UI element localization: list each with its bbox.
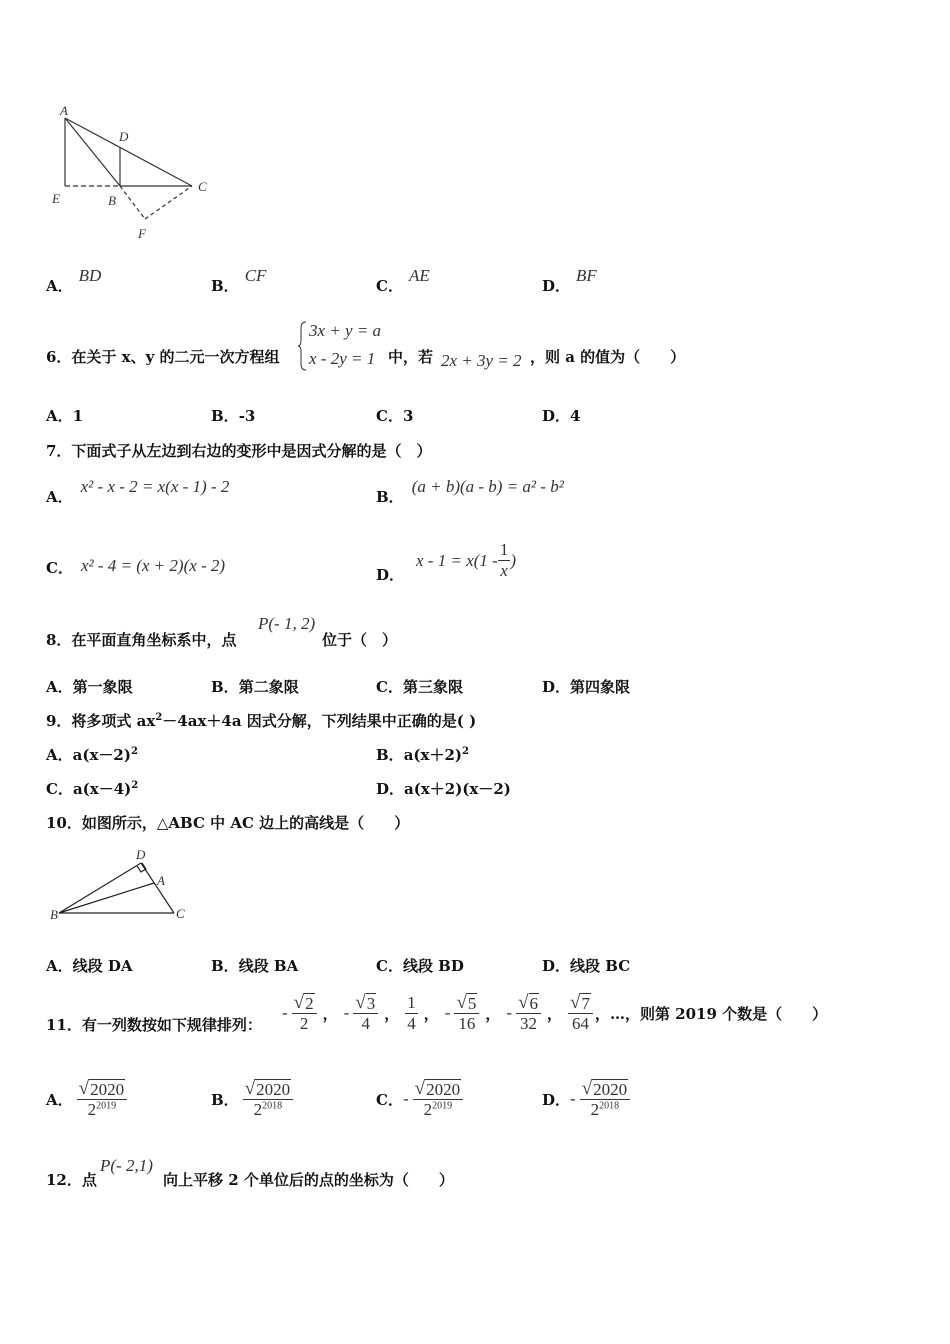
q12-point: P(- 2,1) xyxy=(100,1156,153,1175)
q11-option-c[interactable] xyxy=(376,1072,463,1126)
option-value: (a + b)(a - b) = a² - b² xyxy=(411,477,564,496)
option-value: x² - 4 = (x + 2)(x - 2) xyxy=(80,556,226,575)
option-fraction xyxy=(580,1079,630,1120)
power-exponent: 2019 xyxy=(96,1099,117,1111)
fraction-numerator: 1 xyxy=(499,540,509,559)
option-sign: - xyxy=(402,1089,409,1108)
sqrt-icon: √ xyxy=(293,991,305,1013)
radicand: 6 xyxy=(529,993,538,1013)
sqrt-icon: √ xyxy=(78,1077,90,1099)
q6-eq2: x - 2y = 1 xyxy=(309,349,376,368)
q6-option-b[interactable] xyxy=(211,405,255,426)
q12-stem-suffix: 向上平移 2 个单位后的点的坐标为（ ） xyxy=(163,1171,454,1189)
seg-ab xyxy=(65,118,120,186)
q11-stem-prefix: 11．有一列数按如下规律排列： xyxy=(46,1016,262,1034)
q7-option-d[interactable] xyxy=(376,540,516,584)
option-value: 4 xyxy=(570,407,581,425)
label-d: D xyxy=(136,847,146,862)
option-letter: C． xyxy=(376,277,403,295)
q5-figure xyxy=(40,98,220,248)
term-sign: - xyxy=(444,1003,451,1022)
option-fraction xyxy=(243,1079,293,1120)
q12-stem-prefix: 12．点 xyxy=(46,1171,97,1189)
radicand: 7 xyxy=(581,993,590,1013)
option-letter: D． xyxy=(542,277,571,295)
seg-bf-dashed xyxy=(120,186,145,219)
fraction-numerator xyxy=(516,993,541,1013)
radicand: 5 xyxy=(467,993,477,1013)
sequence-term xyxy=(454,993,479,1034)
fraction-denominator: 4 xyxy=(361,1013,371,1033)
fraction-denominator xyxy=(252,1100,285,1120)
q5-option-c[interactable] xyxy=(376,266,430,296)
q6-middle: 中，若 xyxy=(388,348,434,366)
fraction-denominator: 32 xyxy=(520,1013,538,1033)
option-letter: B． xyxy=(211,277,239,295)
q11-option-b[interactable] xyxy=(211,1072,293,1126)
sequence-separator: ， xyxy=(322,1004,338,1023)
option-value: a(x－4) xyxy=(72,780,132,798)
fraction-denominator: 4 xyxy=(407,1013,416,1033)
option-value: 线段 BC xyxy=(570,957,631,975)
sqrt-icon: √ xyxy=(570,991,581,1013)
q6-stem-suffix: ，则 a 的值为（ ） xyxy=(530,348,686,366)
seg-ac xyxy=(65,118,192,186)
q10-figure xyxy=(46,845,196,925)
option-letter: D． xyxy=(542,678,571,696)
sqrt-icon: √ xyxy=(581,1077,593,1099)
q5-option-b[interactable] xyxy=(211,266,267,296)
option-value: BD xyxy=(78,266,102,285)
q7-stem: 7．下面式子从左边到右边的变形中是因式分解的是（ ） xyxy=(46,442,432,460)
sequence-separator: ， xyxy=(547,1004,563,1023)
label-b: B xyxy=(108,193,116,208)
option-letter: C． xyxy=(376,407,403,425)
option-letter: B． xyxy=(211,407,239,425)
option-value: 1 xyxy=(72,407,84,425)
q5-option-d[interactable] xyxy=(542,266,597,296)
option-letter: B． xyxy=(211,957,239,975)
option-value: 第一象限 xyxy=(72,678,133,696)
option-letter: A． xyxy=(46,1090,73,1109)
q9-option-d[interactable] xyxy=(376,778,511,799)
option-letter: C． xyxy=(376,957,403,975)
option-fraction xyxy=(77,1079,127,1120)
q10-option-c[interactable] xyxy=(376,955,464,976)
option-value: 线段 BA xyxy=(238,957,299,975)
option-value: 线段 BD xyxy=(402,957,464,975)
option-value: 第三象限 xyxy=(402,678,463,696)
seg-bd xyxy=(59,863,141,913)
radicand: 2 xyxy=(305,993,314,1013)
option-value: a(x＋2) xyxy=(403,746,462,764)
fraction-numerator xyxy=(413,1079,463,1099)
label-f: F xyxy=(138,226,146,241)
fraction-numerator xyxy=(292,993,317,1013)
fraction-denominator: 2 xyxy=(299,1013,309,1033)
sequence-term xyxy=(292,993,317,1034)
fraction-denominator: 64 xyxy=(571,1013,589,1033)
label-c: C xyxy=(176,906,185,921)
q6-stem-prefix: 6．在关于 x、y 的二元一次方程组 xyxy=(46,348,280,366)
option-value: a(x－2) xyxy=(72,746,131,764)
q10-option-d[interactable] xyxy=(542,955,630,976)
label-b: B xyxy=(50,907,58,922)
option-value: a(x＋2)(x－2) xyxy=(404,780,511,798)
label-d: D xyxy=(119,129,129,144)
option-value: BF xyxy=(576,266,597,285)
option-letter: D． xyxy=(376,566,405,584)
label-a: A xyxy=(60,103,68,118)
option-letter: D． xyxy=(542,1090,571,1109)
sequence-separator: ， xyxy=(384,1004,400,1023)
power-base: 2 xyxy=(87,1099,97,1119)
label-a: A xyxy=(157,873,165,888)
radicand: 2020 xyxy=(90,1079,125,1099)
option-letter: B． xyxy=(376,746,404,764)
q9-option-c[interactable] xyxy=(46,778,138,799)
fraction-denominator xyxy=(422,1100,455,1120)
q8-option-a[interactable] xyxy=(46,676,133,697)
sqrt-icon: √ xyxy=(456,991,467,1013)
option-letter: A． xyxy=(46,407,73,425)
option-letter: C． xyxy=(46,780,73,798)
fraction-denominator xyxy=(86,1100,119,1120)
q6-option-a[interactable] xyxy=(46,405,83,426)
q11-sequence xyxy=(282,988,827,1038)
option-value: 线段 DA xyxy=(72,957,133,975)
sequence-separator: ， xyxy=(485,1004,501,1023)
q8-option-b[interactable] xyxy=(211,676,299,697)
q11-stem-suffix: ，…，则第 2019 个数是（ ） xyxy=(594,1004,828,1023)
q8-stem-suffix: 位于（ ） xyxy=(322,631,398,649)
option-letter: C． xyxy=(376,1090,403,1109)
q7-option-c[interactable] xyxy=(46,557,225,578)
option-value: 3 xyxy=(402,407,414,425)
fraction-numerator xyxy=(77,1079,127,1099)
stem-part: －4ax＋4a 因式分解，下列结果中正确的是( ) xyxy=(162,712,477,730)
radicand: 2020 xyxy=(593,1079,628,1099)
stem-part: 9．将多项式 ax xyxy=(46,712,156,730)
fraction-denominator: 16 xyxy=(458,1013,476,1033)
option-exponent: 2 xyxy=(131,780,139,791)
fraction-numerator: 1 xyxy=(407,992,416,1012)
sequence-term xyxy=(353,993,378,1034)
option-value: x² - x - 2 = x(x - 1) - 2 xyxy=(80,477,230,496)
q8-stem-prefix: 8．在平面直角坐标系中，点 xyxy=(46,631,237,649)
fraction-numerator xyxy=(353,993,378,1013)
sequence-term xyxy=(516,993,541,1034)
option-exponent: 2 xyxy=(461,746,469,757)
seg-fc-dashed xyxy=(145,186,192,219)
power-exponent: 2018 xyxy=(262,1099,283,1111)
q5-option-a[interactable] xyxy=(46,266,102,296)
sequence-term xyxy=(568,993,593,1034)
q11-option-d[interactable] xyxy=(542,1072,630,1126)
option-letter: A． xyxy=(46,277,73,295)
fraction-denominator: x xyxy=(500,561,508,580)
q8-point: P(- 1, 2) xyxy=(258,614,316,633)
option-fraction xyxy=(498,540,511,581)
radicand: 2020 xyxy=(256,1079,291,1099)
q6-eq1: 3x + y = a xyxy=(309,321,382,340)
power-base: 2 xyxy=(423,1099,433,1119)
sequence-term xyxy=(405,993,418,1034)
option-letter: A． xyxy=(46,746,73,764)
q9-option-a[interactable] xyxy=(46,744,138,765)
q7-option-a[interactable] xyxy=(46,477,230,507)
q6-option-c[interactable] xyxy=(376,405,413,426)
option-value: 第二象限 xyxy=(238,678,299,696)
q10-stem: 10．如图所示，△ABC 中 AC 边上的高线是（ ） xyxy=(46,814,410,832)
fraction-denominator xyxy=(589,1100,622,1120)
option-value-pre: x - 1 = x(1 - xyxy=(416,550,498,570)
fraction-numerator xyxy=(568,993,593,1013)
option-letter: C． xyxy=(376,678,403,696)
power-base: 2 xyxy=(253,1099,263,1119)
option-sign: - xyxy=(570,1089,576,1108)
radicand: 3 xyxy=(366,993,376,1013)
option-letter: A． xyxy=(46,488,73,506)
sqrt-icon: √ xyxy=(244,1077,256,1099)
power-exponent: 2018 xyxy=(599,1099,620,1111)
seg-ba xyxy=(59,883,154,913)
term-sign: - xyxy=(343,1003,350,1022)
sqrt-icon: √ xyxy=(355,991,366,1013)
option-value: AE xyxy=(408,266,430,285)
seg-dc xyxy=(141,863,174,913)
q6-option-d[interactable] xyxy=(542,405,580,426)
fraction-numerator xyxy=(580,1079,630,1099)
option-letter: B． xyxy=(376,488,404,506)
term-sign: - xyxy=(506,1003,513,1022)
fraction-numerator xyxy=(454,993,479,1013)
option-letter: B． xyxy=(211,1090,239,1109)
term-sign: - xyxy=(282,1003,288,1022)
option-letter: D． xyxy=(542,407,571,425)
q8-option-c[interactable] xyxy=(376,676,463,697)
label-c: C xyxy=(198,179,207,194)
q10-option-b[interactable] xyxy=(211,955,298,976)
q6-brace xyxy=(298,320,308,372)
q8-option-d[interactable] xyxy=(542,676,630,697)
option-letter: D． xyxy=(542,957,571,975)
option-value-post: ) xyxy=(510,550,516,570)
option-letter: D． xyxy=(376,780,405,798)
option-value: 第四象限 xyxy=(570,678,631,696)
option-exponent: 2 xyxy=(130,746,138,757)
radicand: 2020 xyxy=(426,1079,461,1099)
option-letter: A． xyxy=(46,957,73,975)
q9-option-b[interactable] xyxy=(376,744,469,765)
option-fraction xyxy=(413,1079,463,1120)
option-letter: A． xyxy=(46,678,73,696)
q6-condition: 2x + 3y = 2 xyxy=(441,351,522,370)
power-exponent: 2019 xyxy=(432,1099,453,1111)
option-value: CF xyxy=(244,266,267,285)
q10-option-a[interactable] xyxy=(46,955,133,976)
q11-option-a[interactable] xyxy=(46,1072,127,1126)
label-e: E xyxy=(52,191,60,206)
option-value: -3 xyxy=(238,407,256,425)
fraction-numerator xyxy=(243,1079,293,1099)
sequence-separator: ， xyxy=(423,1004,439,1023)
q9-stem xyxy=(46,710,476,731)
stem-exponent: 2 xyxy=(155,712,163,723)
power-base: 2 xyxy=(590,1099,600,1119)
sqrt-icon: √ xyxy=(518,991,529,1013)
q7-option-b[interactable] xyxy=(376,477,564,507)
sqrt-icon: √ xyxy=(414,1077,426,1099)
option-letter: C． xyxy=(46,559,73,577)
option-letter: B． xyxy=(211,678,239,696)
